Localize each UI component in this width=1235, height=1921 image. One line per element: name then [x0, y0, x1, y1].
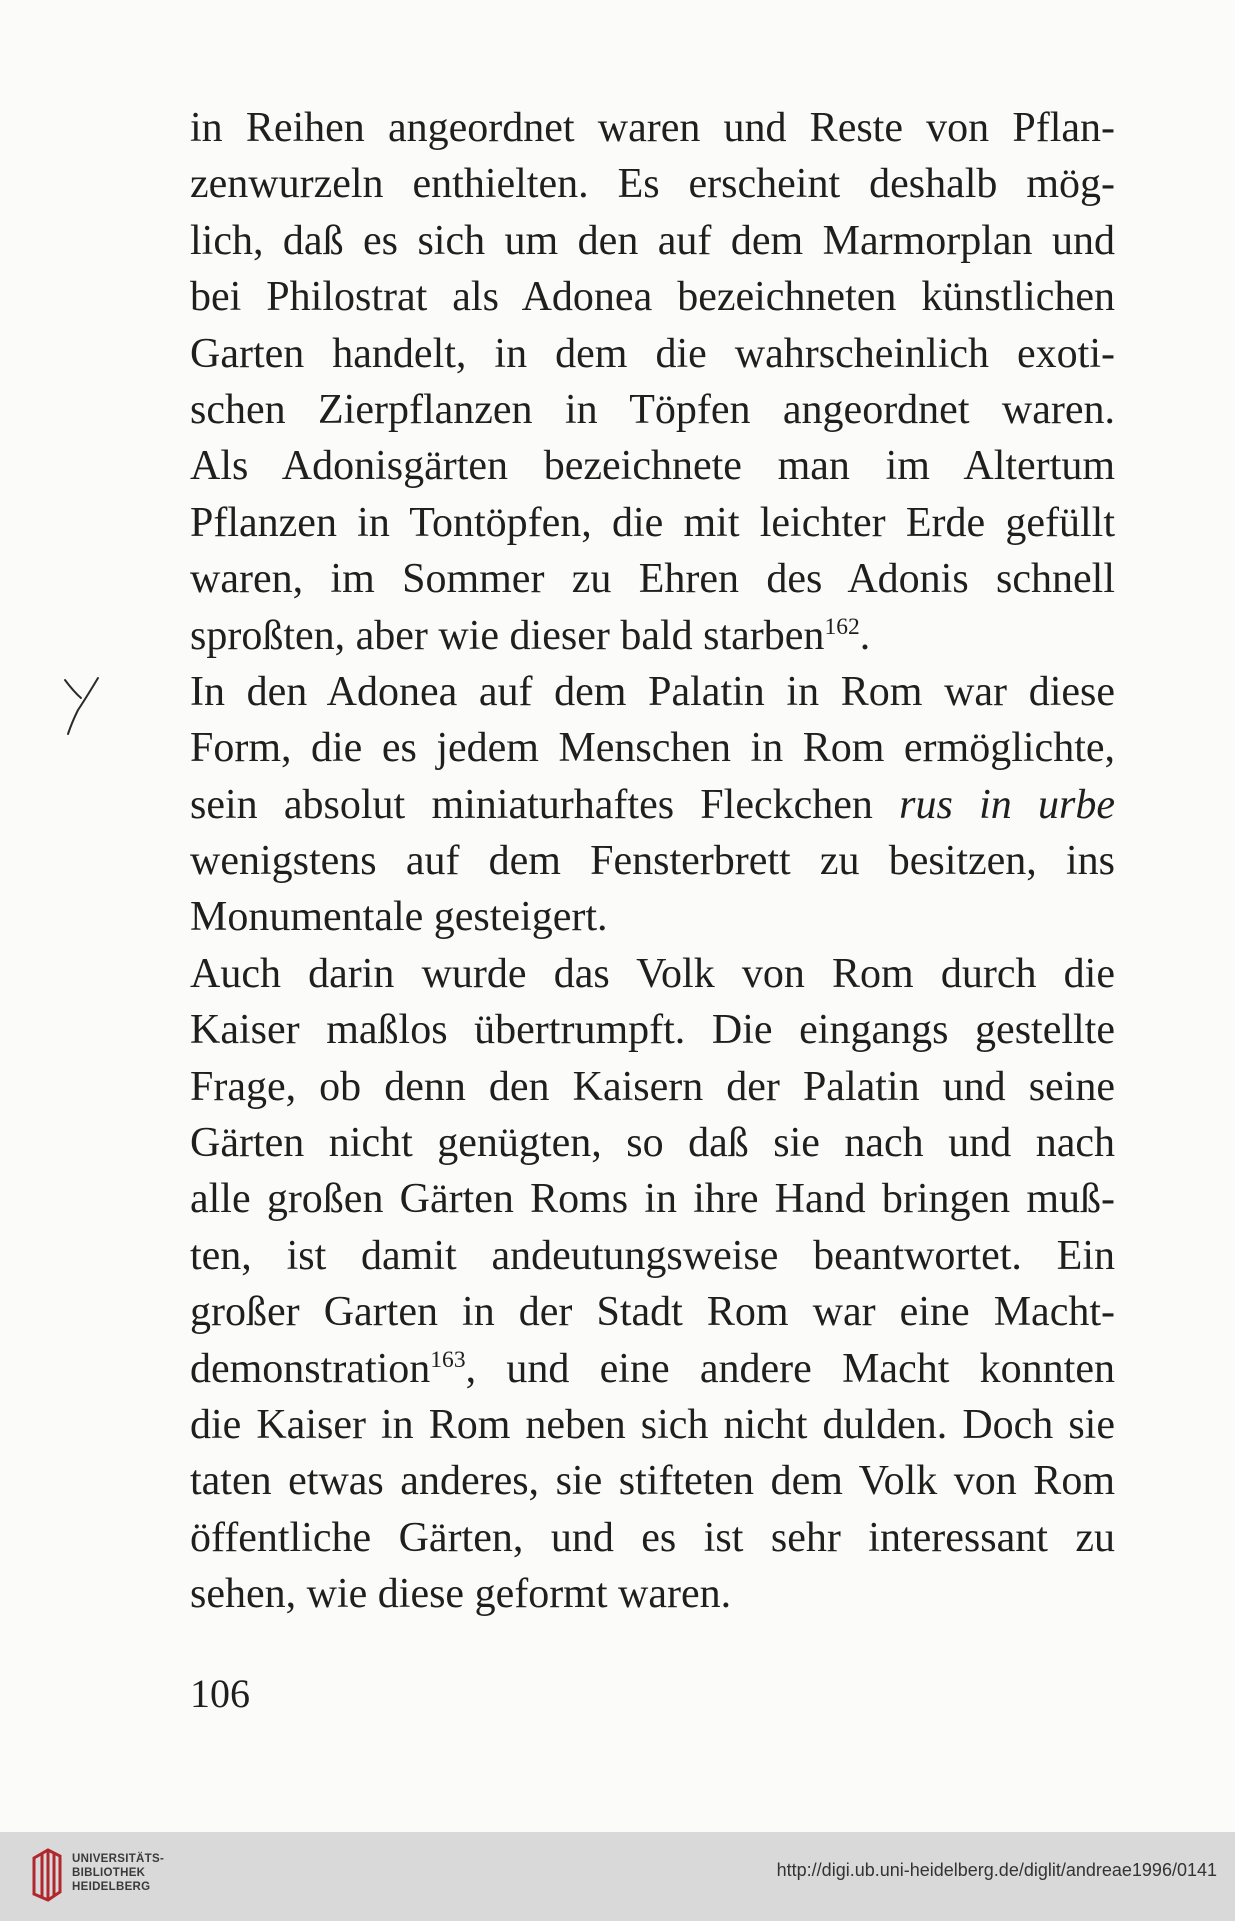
text-line-content: Frage, ob denn den Kaisern der Palatin und seine — [190, 1063, 1115, 1110]
text-line — [190, 1397, 1115, 1453]
text-line-continuation: . — [859, 612, 871, 659]
text-line — [190, 100, 1115, 156]
text-line-content: Pflanzen in Tontöpfen, die mit leichter Erde gefüllt — [190, 499, 1115, 546]
text-line — [190, 720, 1115, 776]
library-name — [72, 1852, 164, 1894]
text-line — [190, 213, 1115, 269]
text-line — [190, 777, 1115, 833]
text-line-content: sehen, wie diese geformt waren. — [190, 1571, 732, 1618]
text-line — [190, 551, 1115, 607]
source-url[interactable]: http://digi.ub.uni-heidelberg.de/diglit/andreae1996/0141 — [776, 1860, 1217, 1880]
text-line — [190, 1566, 1115, 1622]
text-line — [190, 1171, 1115, 1227]
digitization-footer — [0, 1832, 1235, 1921]
text-line-content: alle großen Gärten Roms in ihre Hand bringen muß- — [190, 1176, 1115, 1223]
text-line-content: die Kaiser in Rom neben sich nicht dulden. Doch sie — [190, 1401, 1115, 1448]
text-line-content: Auch darin wurde das Volk von Rom durch die — [190, 950, 1115, 997]
library-name-line2: BIBLIOTHEK — [72, 1867, 146, 1879]
text-line — [190, 156, 1115, 212]
text-line — [190, 382, 1115, 438]
text-line-content: ten, ist damit andeutungsweise beantwortet. Ein — [190, 1232, 1115, 1279]
text-line-content: sein absolut miniaturhaftes Fleckchen — [190, 781, 900, 828]
text-line-content: schen Zierpflanzen in Töpfen angeordnet waren. — [190, 386, 1115, 433]
library-name-line1: UNIVERSITÄTS- — [72, 1853, 165, 1865]
library-name-line3: HEIDELBERG — [72, 1881, 151, 1893]
text-line-continuation: , und eine andere Macht konnten — [465, 1345, 1115, 1392]
text-line-content: In den Adonea auf dem Palatin in Rom war diese — [190, 668, 1115, 715]
text-line-content: wenigstens auf dem Fensterbrett zu besitzen, ins — [190, 838, 1115, 885]
text-line — [190, 1115, 1115, 1171]
text-line — [190, 833, 1115, 889]
text-line — [190, 1341, 1115, 1397]
text-line-content: lich, daß es sich um den auf dem Marmorplan und — [190, 217, 1115, 264]
footnote-ref[interactable]: 162 — [824, 613, 860, 640]
margin-annotation-mark — [62, 676, 102, 736]
text-line-content: Garten handelt, in dem die wahrscheinlich exoti- — [190, 330, 1115, 377]
text-line-content: taten etwas anderes, sie stifteten dem Volk von Rom — [190, 1458, 1115, 1505]
text-line-content: zenwurzeln enthielten. Es erscheint deshalb mög- — [190, 161, 1115, 208]
text-line — [190, 664, 1115, 720]
text-line — [190, 1284, 1115, 1340]
text-line — [190, 269, 1115, 325]
library-logo-icon — [30, 1848, 64, 1904]
text-line-content: Als Adonisgärten bezeichnete man im Altertum — [190, 443, 1115, 490]
footnote-ref[interactable]: 163 — [430, 1346, 466, 1373]
text-line-content: öffentliche Gärten, und es ist sehr interessant zu — [190, 1514, 1115, 1561]
text-line — [190, 326, 1115, 382]
text-line — [190, 1002, 1115, 1058]
text-line — [190, 608, 1115, 664]
text-line-content: waren, im Sommer zu Ehren des Adonis schnell — [190, 556, 1115, 603]
text-line — [190, 1453, 1115, 1509]
italic-phrase: rus in urbe — [899, 781, 1115, 828]
page-number: 106 — [190, 1671, 250, 1716]
text-line-content: Form, die es jedem Menschen in Rom ermöglichte, — [190, 725, 1115, 772]
text-line-content: Kaiser maßlos übertrumpft. Die eingangs gestellte — [190, 1007, 1115, 1054]
text-line-content: sproßten, aber wie dieser bald starben — [190, 612, 825, 659]
text-line-content: in Reihen angeordnet waren und Reste von Pflan- — [190, 105, 1115, 151]
text-line-content: bei Philostrat als Adonea bezeichneten künstlichen — [190, 274, 1115, 321]
text-line — [190, 1059, 1115, 1115]
text-line-content: großer Garten in der Stadt Rom war eine Macht- — [190, 1289, 1115, 1336]
text-line — [190, 1228, 1115, 1284]
text-line-content: Monumentale gesteigert. — [190, 894, 608, 941]
text-line — [190, 495, 1115, 551]
text-line — [190, 889, 1115, 945]
text-line-content: Gärten nicht genügten, so daß sie nach und nach — [190, 1120, 1115, 1167]
text-line — [190, 1510, 1115, 1566]
text-line — [190, 438, 1115, 494]
text-line-content: demonstration — [190, 1345, 431, 1392]
text-line — [190, 946, 1115, 1002]
body-text — [190, 100, 1115, 1623]
